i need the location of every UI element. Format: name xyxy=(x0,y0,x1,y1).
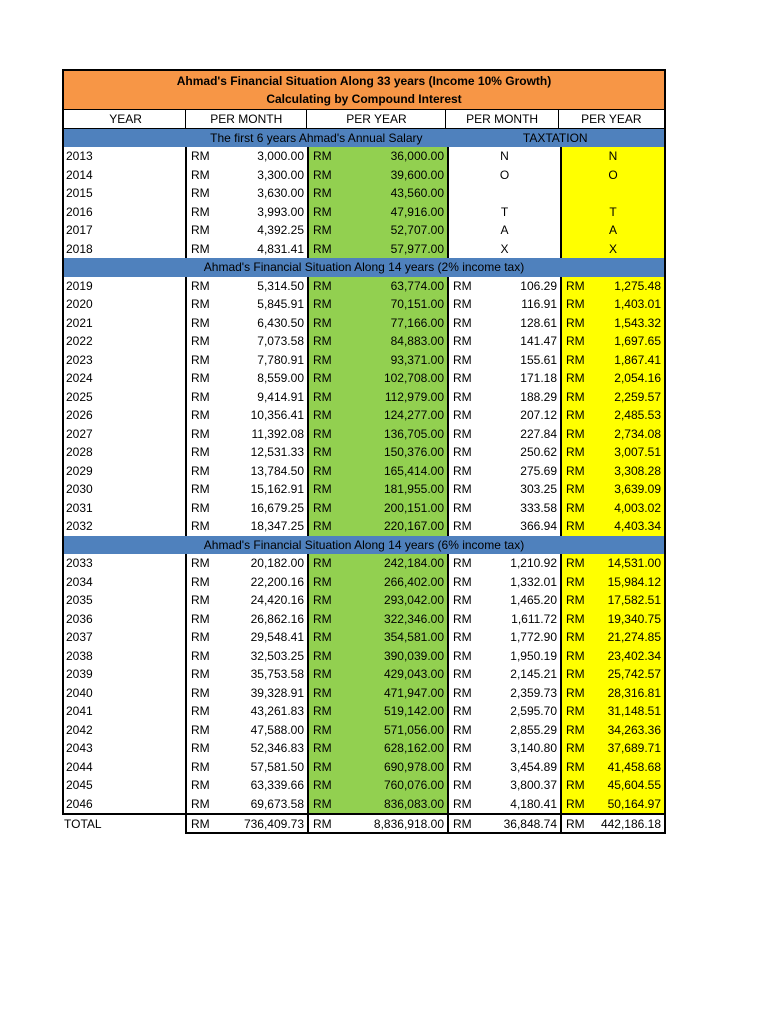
per-year-cell: RM 93,371.00 xyxy=(307,351,447,370)
per-year-cell: RM 220,167.00 xyxy=(307,517,447,536)
table-row xyxy=(62,758,666,777)
tax-per-year-cell: RM 28,316.81 xyxy=(560,684,666,703)
per-year-cell: RM 181,955.00 xyxy=(307,480,447,499)
tax-per-month-cell: RM 250.62 xyxy=(447,443,560,462)
per-year-cell: RM 150,376.00 xyxy=(307,443,447,462)
header-per-month: PER MONTH xyxy=(186,110,307,129)
table-row xyxy=(62,332,666,351)
per-month-cell: RM 52,346.83 xyxy=(185,739,307,758)
table-row xyxy=(62,776,666,795)
year-cell: 2044 xyxy=(62,758,185,777)
per-month-cell: RM 15,162.91 xyxy=(185,480,307,499)
tax-per-year-cell: RM 3,639.09 xyxy=(560,480,666,499)
per-year-cell: RM 390,039.00 xyxy=(307,647,447,666)
tax-per-month-cell: RM 171.18 xyxy=(447,369,560,388)
tax-per-month-cell: RM 141.47 xyxy=(447,332,560,351)
tax-per-month-cell: RM 106.29 xyxy=(447,277,560,296)
tax-per-year-cell: RM 41,458.68 xyxy=(560,758,666,777)
per-year-cell: RM 836,083.00 xyxy=(307,795,447,814)
per-year-cell: RM 57,977.00 xyxy=(307,240,447,259)
per-month-cell: RM 16,679.25 xyxy=(185,499,307,518)
tax-per-year-cell: RM 50,164.97 xyxy=(560,795,666,814)
table-row xyxy=(62,573,666,592)
per-year-cell: RM 70,151.00 xyxy=(307,295,447,314)
year-cell: 2043 xyxy=(62,739,185,758)
tax-per-year-cell: RM 31,148.51 xyxy=(560,702,666,721)
per-year-cell: RM 293,042.00 xyxy=(307,591,447,610)
year-cell: 2038 xyxy=(62,647,185,666)
table-row xyxy=(62,647,666,666)
per-year-cell: RM 760,076.00 xyxy=(307,776,447,795)
header-tax-per-month: PER MONTH xyxy=(446,110,558,129)
tax-per-year-cell: RM 37,689.71 xyxy=(560,739,666,758)
tax-per-month-cell: RM 188.29 xyxy=(447,388,560,407)
year-cell: 2019 xyxy=(62,277,185,296)
year-cell: 2036 xyxy=(62,610,185,629)
year-cell: 2018 xyxy=(62,240,185,259)
per-month-cell: RM 5,845.91 xyxy=(185,295,307,314)
table-row xyxy=(62,406,666,425)
tax-per-month-cell: RM 2,855.29 xyxy=(447,721,560,740)
tax-per-month-cell: RM 2,145.21 xyxy=(447,665,560,684)
total-tax-per-month: RM 36,848.74 xyxy=(447,815,560,834)
table-row xyxy=(62,665,666,684)
per-year-cell: RM 47,916.00 xyxy=(307,203,447,222)
per-month-cell: RM 63,339.66 xyxy=(185,776,307,795)
per-year-cell: RM 63,774.00 xyxy=(307,277,447,296)
band-taxation-label: TAXTATION xyxy=(522,130,588,145)
header-per-year: PER YEAR xyxy=(307,110,446,129)
per-year-cell: RM 628,162.00 xyxy=(307,739,447,758)
per-year-cell: RM 43,560.00 xyxy=(307,184,447,203)
tax-per-month-cell: A xyxy=(447,221,560,240)
per-month-cell: RM 8,559.00 xyxy=(185,369,307,388)
section-6-percent-tax xyxy=(62,554,666,813)
year-cell: 2035 xyxy=(62,591,185,610)
per-year-cell: RM 136,705.00 xyxy=(307,425,447,444)
year-cell: 2027 xyxy=(62,425,185,444)
header-year: YEAR xyxy=(64,110,186,129)
tax-per-year-cell: RM 1,867.41 xyxy=(560,351,666,370)
per-year-cell: RM 112,979.00 xyxy=(307,388,447,407)
per-month-cell: RM 26,862.16 xyxy=(185,610,307,629)
tax-per-month-cell: RM 3,140.80 xyxy=(447,739,560,758)
table-row xyxy=(62,425,666,444)
tax-per-year-cell: T xyxy=(560,203,666,222)
tax-per-month-cell: RM 207.12 xyxy=(447,406,560,425)
tax-per-year-cell: RM 2,485.53 xyxy=(560,406,666,425)
per-month-cell: RM 3,630.00 xyxy=(185,184,307,203)
per-year-cell: RM 690,978.00 xyxy=(307,758,447,777)
tax-per-month-cell: RM 275.69 xyxy=(447,462,560,481)
header-tax-per-year: PER YEAR xyxy=(559,110,664,129)
per-month-cell: RM 57,581.50 xyxy=(185,758,307,777)
per-month-cell: RM 20,182.00 xyxy=(185,554,307,573)
tax-per-month-cell: RM 1,950.19 xyxy=(447,647,560,666)
table-row xyxy=(62,184,666,203)
tax-per-month-cell: RM 116.91 xyxy=(447,295,560,314)
per-month-cell: RM 7,073.58 xyxy=(185,332,307,351)
tax-per-year-cell: RM 1,697.65 xyxy=(560,332,666,351)
table-row xyxy=(62,739,666,758)
table-row xyxy=(62,443,666,462)
tax-per-month-cell: RM 303.25 xyxy=(447,480,560,499)
per-month-cell: RM 4,831.41 xyxy=(185,240,307,259)
total-label: TOTAL xyxy=(64,817,102,831)
per-month-cell: RM 3,000.00 xyxy=(185,147,307,166)
tax-per-month-cell: RM 2,595.70 xyxy=(447,702,560,721)
table-row xyxy=(62,684,666,703)
tax-per-year-cell: RM 1,543.32 xyxy=(560,314,666,333)
year-cell: 2040 xyxy=(62,684,185,703)
per-month-cell: RM 7,780.91 xyxy=(185,351,307,370)
tax-per-month-cell: RM 1,611.72 xyxy=(447,610,560,629)
year-cell: 2020 xyxy=(62,295,185,314)
tax-per-year-cell: RM 3,007.51 xyxy=(560,443,666,462)
per-month-cell: RM 13,784.50 xyxy=(185,462,307,481)
table-row xyxy=(62,795,666,814)
tax-per-year-cell xyxy=(560,184,666,203)
band-2-percent-tax xyxy=(62,258,666,277)
per-month-cell: RM 4,392.25 xyxy=(185,221,307,240)
per-month-cell: RM 18,347.25 xyxy=(185,517,307,536)
tax-per-year-cell: RM 45,604.55 xyxy=(560,776,666,795)
tax-per-year-cell: N xyxy=(560,147,666,166)
year-cell: 2026 xyxy=(62,406,185,425)
per-year-cell: RM 165,414.00 xyxy=(307,462,447,481)
band-6-percent-tax xyxy=(62,536,666,555)
total-tax-per-year: RM 442,186.18 xyxy=(560,815,666,834)
tax-per-year-cell: A xyxy=(560,221,666,240)
year-cell: 2021 xyxy=(62,314,185,333)
tax-per-year-cell: RM 15,984.12 xyxy=(560,573,666,592)
title-line-2: Calculating by Compound Interest xyxy=(266,92,462,106)
table-row xyxy=(62,369,666,388)
table-row xyxy=(62,277,666,296)
tax-per-year-cell: RM 3,308.28 xyxy=(560,462,666,481)
year-cell: 2024 xyxy=(62,369,185,388)
year-cell: 2042 xyxy=(62,721,185,740)
per-year-cell: RM 519,142.00 xyxy=(307,702,447,721)
table-row xyxy=(62,499,666,518)
tax-per-month-cell: N xyxy=(447,147,560,166)
per-month-cell: RM 6,430.50 xyxy=(185,314,307,333)
year-cell: 2023 xyxy=(62,351,185,370)
per-month-cell: RM 3,300.00 xyxy=(185,166,307,185)
per-year-cell: RM 124,277.00 xyxy=(307,406,447,425)
per-month-cell: RM 5,314.50 xyxy=(185,277,307,296)
per-month-cell: RM 43,261.83 xyxy=(185,702,307,721)
tax-per-year-cell: RM 25,742.57 xyxy=(560,665,666,684)
tax-per-year-cell: RM 34,263.36 xyxy=(560,721,666,740)
band-6-percent-label: Ahmad's Financial Situation Along 14 years (6% income tax) xyxy=(203,537,525,552)
tax-per-year-cell: O xyxy=(560,166,666,185)
table-row xyxy=(62,610,666,629)
year-cell: 2031 xyxy=(62,499,185,518)
per-month-cell: RM 24,420.16 xyxy=(185,591,307,610)
year-cell: 2017 xyxy=(62,221,185,240)
year-cell: 2028 xyxy=(62,443,185,462)
table-row xyxy=(62,203,666,222)
year-cell: 2013 xyxy=(62,147,185,166)
year-cell: 2029 xyxy=(62,462,185,481)
total-per-year: RM 8,836,918.00 xyxy=(307,815,447,834)
table-row xyxy=(62,591,666,610)
table-row xyxy=(62,314,666,333)
year-cell: 2034 xyxy=(62,573,185,592)
table-row xyxy=(62,388,666,407)
tax-per-month-cell: RM 227.84 xyxy=(447,425,560,444)
per-year-cell: RM 266,402.00 xyxy=(307,573,447,592)
tax-per-month-cell: RM 155.61 xyxy=(447,351,560,370)
per-year-cell: RM 242,184.00 xyxy=(307,554,447,573)
per-year-cell: RM 471,947.00 xyxy=(307,684,447,703)
year-cell: 2015 xyxy=(62,184,185,203)
tax-per-year-cell: RM 14,531.00 xyxy=(560,554,666,573)
tax-per-month-cell: RM 1,772.90 xyxy=(447,628,560,647)
per-year-cell: RM 77,166.00 xyxy=(307,314,447,333)
tax-per-year-cell: RM 21,274.85 xyxy=(560,628,666,647)
tax-per-year-cell: RM 23,402.34 xyxy=(560,647,666,666)
table-row xyxy=(62,295,666,314)
year-cell: 2014 xyxy=(62,166,185,185)
tax-per-month-cell: RM 1,332.01 xyxy=(447,573,560,592)
year-cell: 2039 xyxy=(62,665,185,684)
section-no-tax xyxy=(62,147,666,258)
section-2-percent-tax xyxy=(62,277,666,536)
year-cell: 2022 xyxy=(62,332,185,351)
per-year-cell: RM 354,581.00 xyxy=(307,628,447,647)
per-year-cell: RM 84,883.00 xyxy=(307,332,447,351)
per-month-cell: RM 29,548.41 xyxy=(185,628,307,647)
per-month-cell: RM 32,503.25 xyxy=(185,647,307,666)
per-month-cell: RM 10,356.41 xyxy=(185,406,307,425)
table-row xyxy=(62,702,666,721)
tax-per-year-cell: RM 2,259.57 xyxy=(560,388,666,407)
year-cell: 2033 xyxy=(62,554,185,573)
per-month-cell: RM 3,993.00 xyxy=(185,203,307,222)
tax-per-month-cell xyxy=(447,184,560,203)
table-row xyxy=(62,221,666,240)
tax-per-month-cell: T xyxy=(447,203,560,222)
title-line-1: Ahmad's Financial Situation Along 33 years (Income 10% Growth) xyxy=(176,74,552,88)
per-month-cell: RM 69,673.58 xyxy=(185,795,307,814)
band-salary-label: The first 6 years Ahmad's Annual Salary xyxy=(210,130,423,145)
tax-per-month-cell: RM 3,454.89 xyxy=(447,758,560,777)
per-year-cell: RM 39,600.00 xyxy=(307,166,447,185)
column-header-row xyxy=(62,110,666,129)
tax-per-month-cell: X xyxy=(447,240,560,259)
per-year-cell: RM 571,056.00 xyxy=(307,721,447,740)
band-2-percent-label: Ahmad's Financial Situation Along 14 years (2% income tax) xyxy=(203,260,525,274)
tax-per-year-cell: RM 1,403.01 xyxy=(560,295,666,314)
table-row xyxy=(62,240,666,259)
table-row xyxy=(62,166,666,185)
table-row xyxy=(62,147,666,166)
per-year-cell: RM 36,000.00 xyxy=(307,147,447,166)
tax-per-year-cell: RM 1,275.48 xyxy=(560,277,666,296)
tax-per-year-cell: RM 17,582.51 xyxy=(560,591,666,610)
table-title xyxy=(62,69,666,110)
tax-per-year-cell: RM 4,003.02 xyxy=(560,499,666,518)
per-year-cell: RM 322,346.00 xyxy=(307,610,447,629)
year-cell: 2045 xyxy=(62,776,185,795)
per-year-cell: RM 429,043.00 xyxy=(307,665,447,684)
band-first-six-years xyxy=(62,129,666,148)
table-row xyxy=(62,721,666,740)
tax-per-year-cell: RM 19,340.75 xyxy=(560,610,666,629)
per-year-cell: RM 200,151.00 xyxy=(307,499,447,518)
tax-per-month-cell: O xyxy=(447,166,560,185)
table-row xyxy=(62,517,666,536)
total-per-month: RM 736,409.73 xyxy=(185,815,307,834)
tax-per-month-cell: RM 333.58 xyxy=(447,499,560,518)
table-row xyxy=(62,628,666,647)
table-row xyxy=(62,462,666,481)
year-cell: 2025 xyxy=(62,388,185,407)
year-cell: 2046 xyxy=(62,795,185,814)
table-row xyxy=(62,351,666,370)
tax-per-year-cell: RM 2,734.08 xyxy=(560,425,666,444)
per-month-cell: RM 47,588.00 xyxy=(185,721,307,740)
per-year-cell: RM 102,708.00 xyxy=(307,369,447,388)
year-cell: 2037 xyxy=(62,628,185,647)
per-month-cell: RM 11,392.08 xyxy=(185,425,307,444)
tax-per-month-cell: RM 2,359.73 xyxy=(447,684,560,703)
tax-per-year-cell: RM 2,054.16 xyxy=(560,369,666,388)
year-cell: 2016 xyxy=(62,203,185,222)
tax-per-year-cell: RM 4,403.34 xyxy=(560,517,666,536)
per-month-cell: RM 9,414.91 xyxy=(185,388,307,407)
per-year-cell: RM 52,707.00 xyxy=(307,221,447,240)
per-month-cell: RM 39,328.91 xyxy=(185,684,307,703)
tax-per-month-cell: RM 3,800.37 xyxy=(447,776,560,795)
tax-per-month-cell: RM 4,180.41 xyxy=(447,795,560,814)
year-cell: 2030 xyxy=(62,480,185,499)
total-row xyxy=(62,813,666,834)
per-month-cell: RM 22,200.16 xyxy=(185,573,307,592)
per-month-cell: RM 12,531.33 xyxy=(185,443,307,462)
tax-per-month-cell: RM 128.61 xyxy=(447,314,560,333)
per-month-cell: RM 35,753.58 xyxy=(185,665,307,684)
year-cell: 2041 xyxy=(62,702,185,721)
table-row xyxy=(62,554,666,573)
tax-per-month-cell: RM 1,465.20 xyxy=(447,591,560,610)
tax-per-month-cell: RM 366.94 xyxy=(447,517,560,536)
tax-per-month-cell: RM 1,210.92 xyxy=(447,554,560,573)
table-row xyxy=(62,480,666,499)
year-cell: 2032 xyxy=(62,517,185,536)
tax-per-year-cell: X xyxy=(560,240,666,259)
financial-table xyxy=(62,69,666,834)
